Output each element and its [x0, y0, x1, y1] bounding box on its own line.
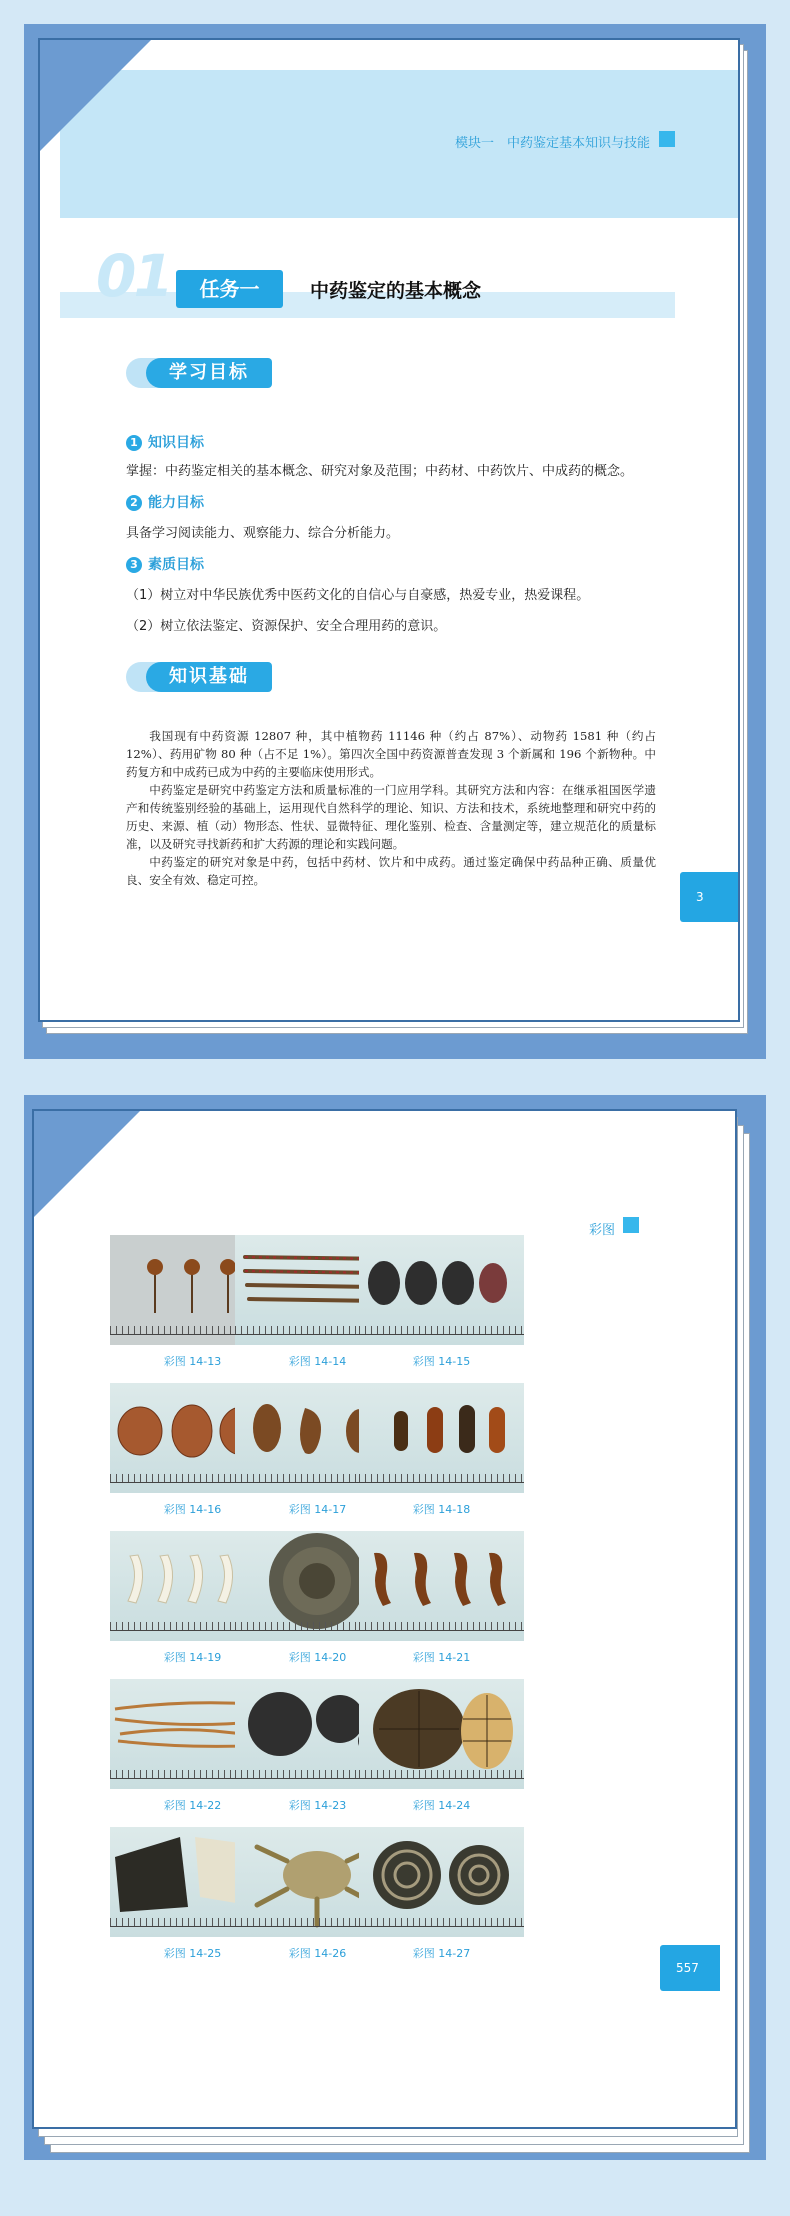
specimen-photo — [359, 1531, 524, 1641]
figure-caption: 彩图 14-24 — [412, 1799, 471, 1812]
figure-caption: 彩图 14-15 — [412, 1355, 471, 1368]
page-number-tab: 557 — [660, 1945, 720, 1991]
number-badge: 1 — [126, 435, 142, 451]
figure-caption: 彩图 14-19 — [163, 1651, 222, 1664]
corner-decoration — [32, 1109, 142, 1219]
page-number-tab: 3 — [680, 872, 740, 922]
figure-caption: 彩图 14-26 — [288, 1947, 347, 1960]
running-head-square-icon — [659, 131, 675, 147]
figure-caption: 彩图 14-17 — [288, 1503, 347, 1516]
figure-caption: 彩图 14-22 — [163, 1799, 222, 1812]
paragraph: 我国现有中药资源 12807 种，其中植物药 11146 种（约占 87%）、动物药 1581 种（约占 12%）、药用矿物 80 种（占不足 1%）。第四次全国中药资源普查发现 3 个新属和 196 个新物种。中药复方和中成药已成为中药的主要临床使用形式。 — [126, 729, 656, 779]
figure-caption: 彩图 14-25 — [163, 1947, 222, 1960]
page-card-1 — [24, 24, 766, 1059]
ability-objective-heading: 2 能力目标 — [126, 492, 204, 512]
figure-caption: 彩图 14-21 — [412, 1651, 471, 1664]
number-badge: 3 — [126, 557, 142, 573]
figure-caption: 彩图 14-16 — [163, 1503, 222, 1516]
specimen-photo — [359, 1235, 524, 1345]
paragraph: 中药鉴定是研究中药鉴定方法和质量标准的一门应用学科。其研究方法和内容：在继承祖国医学遗产和传统鉴别经验的基础上，运用现代自然科学的理论、知识、方法和技术，系统地整理和研究中药的历史、来源、植（动）物形态、性状、显微特征、理化鉴别、检查、含量测定等，建立规范化的质量标准，以及研究寻找新药和扩大药源的理论和实践问题。 — [126, 783, 656, 851]
page-card-2 — [24, 1095, 766, 2160]
running-head: 彩图 — [588, 1223, 615, 1238]
book-page-557 — [32, 1109, 737, 2129]
figure-caption: 彩图 14-18 — [412, 1503, 471, 1516]
body-text — [126, 727, 656, 889]
running-head-square-icon — [623, 1217, 639, 1233]
figure-caption: 彩图 14-27 — [412, 1947, 471, 1960]
section-heading-knowledge: 知识基础 — [126, 662, 272, 692]
task-title: 中药鉴定的基本概念 — [310, 280, 482, 302]
corner-decoration — [38, 38, 153, 153]
task-number: 01 — [96, 242, 171, 310]
quality-objective-text-1: （1）树立对中华民族优秀中医药文化的自信心与自豪感，热爱专业，热爱课程。 — [126, 588, 590, 603]
quality-objective-heading: 3 素质目标 — [126, 554, 204, 574]
figure-caption: 彩图 14-23 — [288, 1799, 347, 1812]
section-heading-objectives: 学习目标 — [126, 358, 272, 388]
task-tab: 任务一 — [176, 270, 283, 308]
running-head: 模块一 中药鉴定基本知识与技能 — [454, 136, 650, 151]
paragraph: 中药鉴定的研究对象是中药，包括中药材、饮片和中成药。通过鉴定确保中药品种正确、质量优良、安全有效、稳定可控。 — [126, 855, 656, 887]
knowledge-objective-text: 掌握：中药鉴定相关的基本概念、研究对象及范围；中药材、中药饮片、中成药的概念。 — [126, 464, 634, 479]
figure-caption: 彩图 14-14 — [288, 1355, 347, 1368]
specimen-photo — [359, 1827, 524, 1937]
specimen-photo — [359, 1383, 524, 1493]
specimen-photo — [359, 1679, 524, 1789]
book-page-3 — [38, 38, 740, 1022]
knowledge-objective-heading: 1 知识目标 — [126, 432, 204, 452]
quality-objective-text-2: （2）树立依法鉴定、资源保护、安全合理用药的意识。 — [126, 619, 447, 634]
number-badge: 2 — [126, 495, 142, 511]
ability-objective-text: 具备学习阅读能力、观察能力、综合分析能力。 — [126, 526, 400, 541]
figure-caption: 彩图 14-13 — [163, 1355, 222, 1368]
figure-caption: 彩图 14-20 — [288, 1651, 347, 1664]
